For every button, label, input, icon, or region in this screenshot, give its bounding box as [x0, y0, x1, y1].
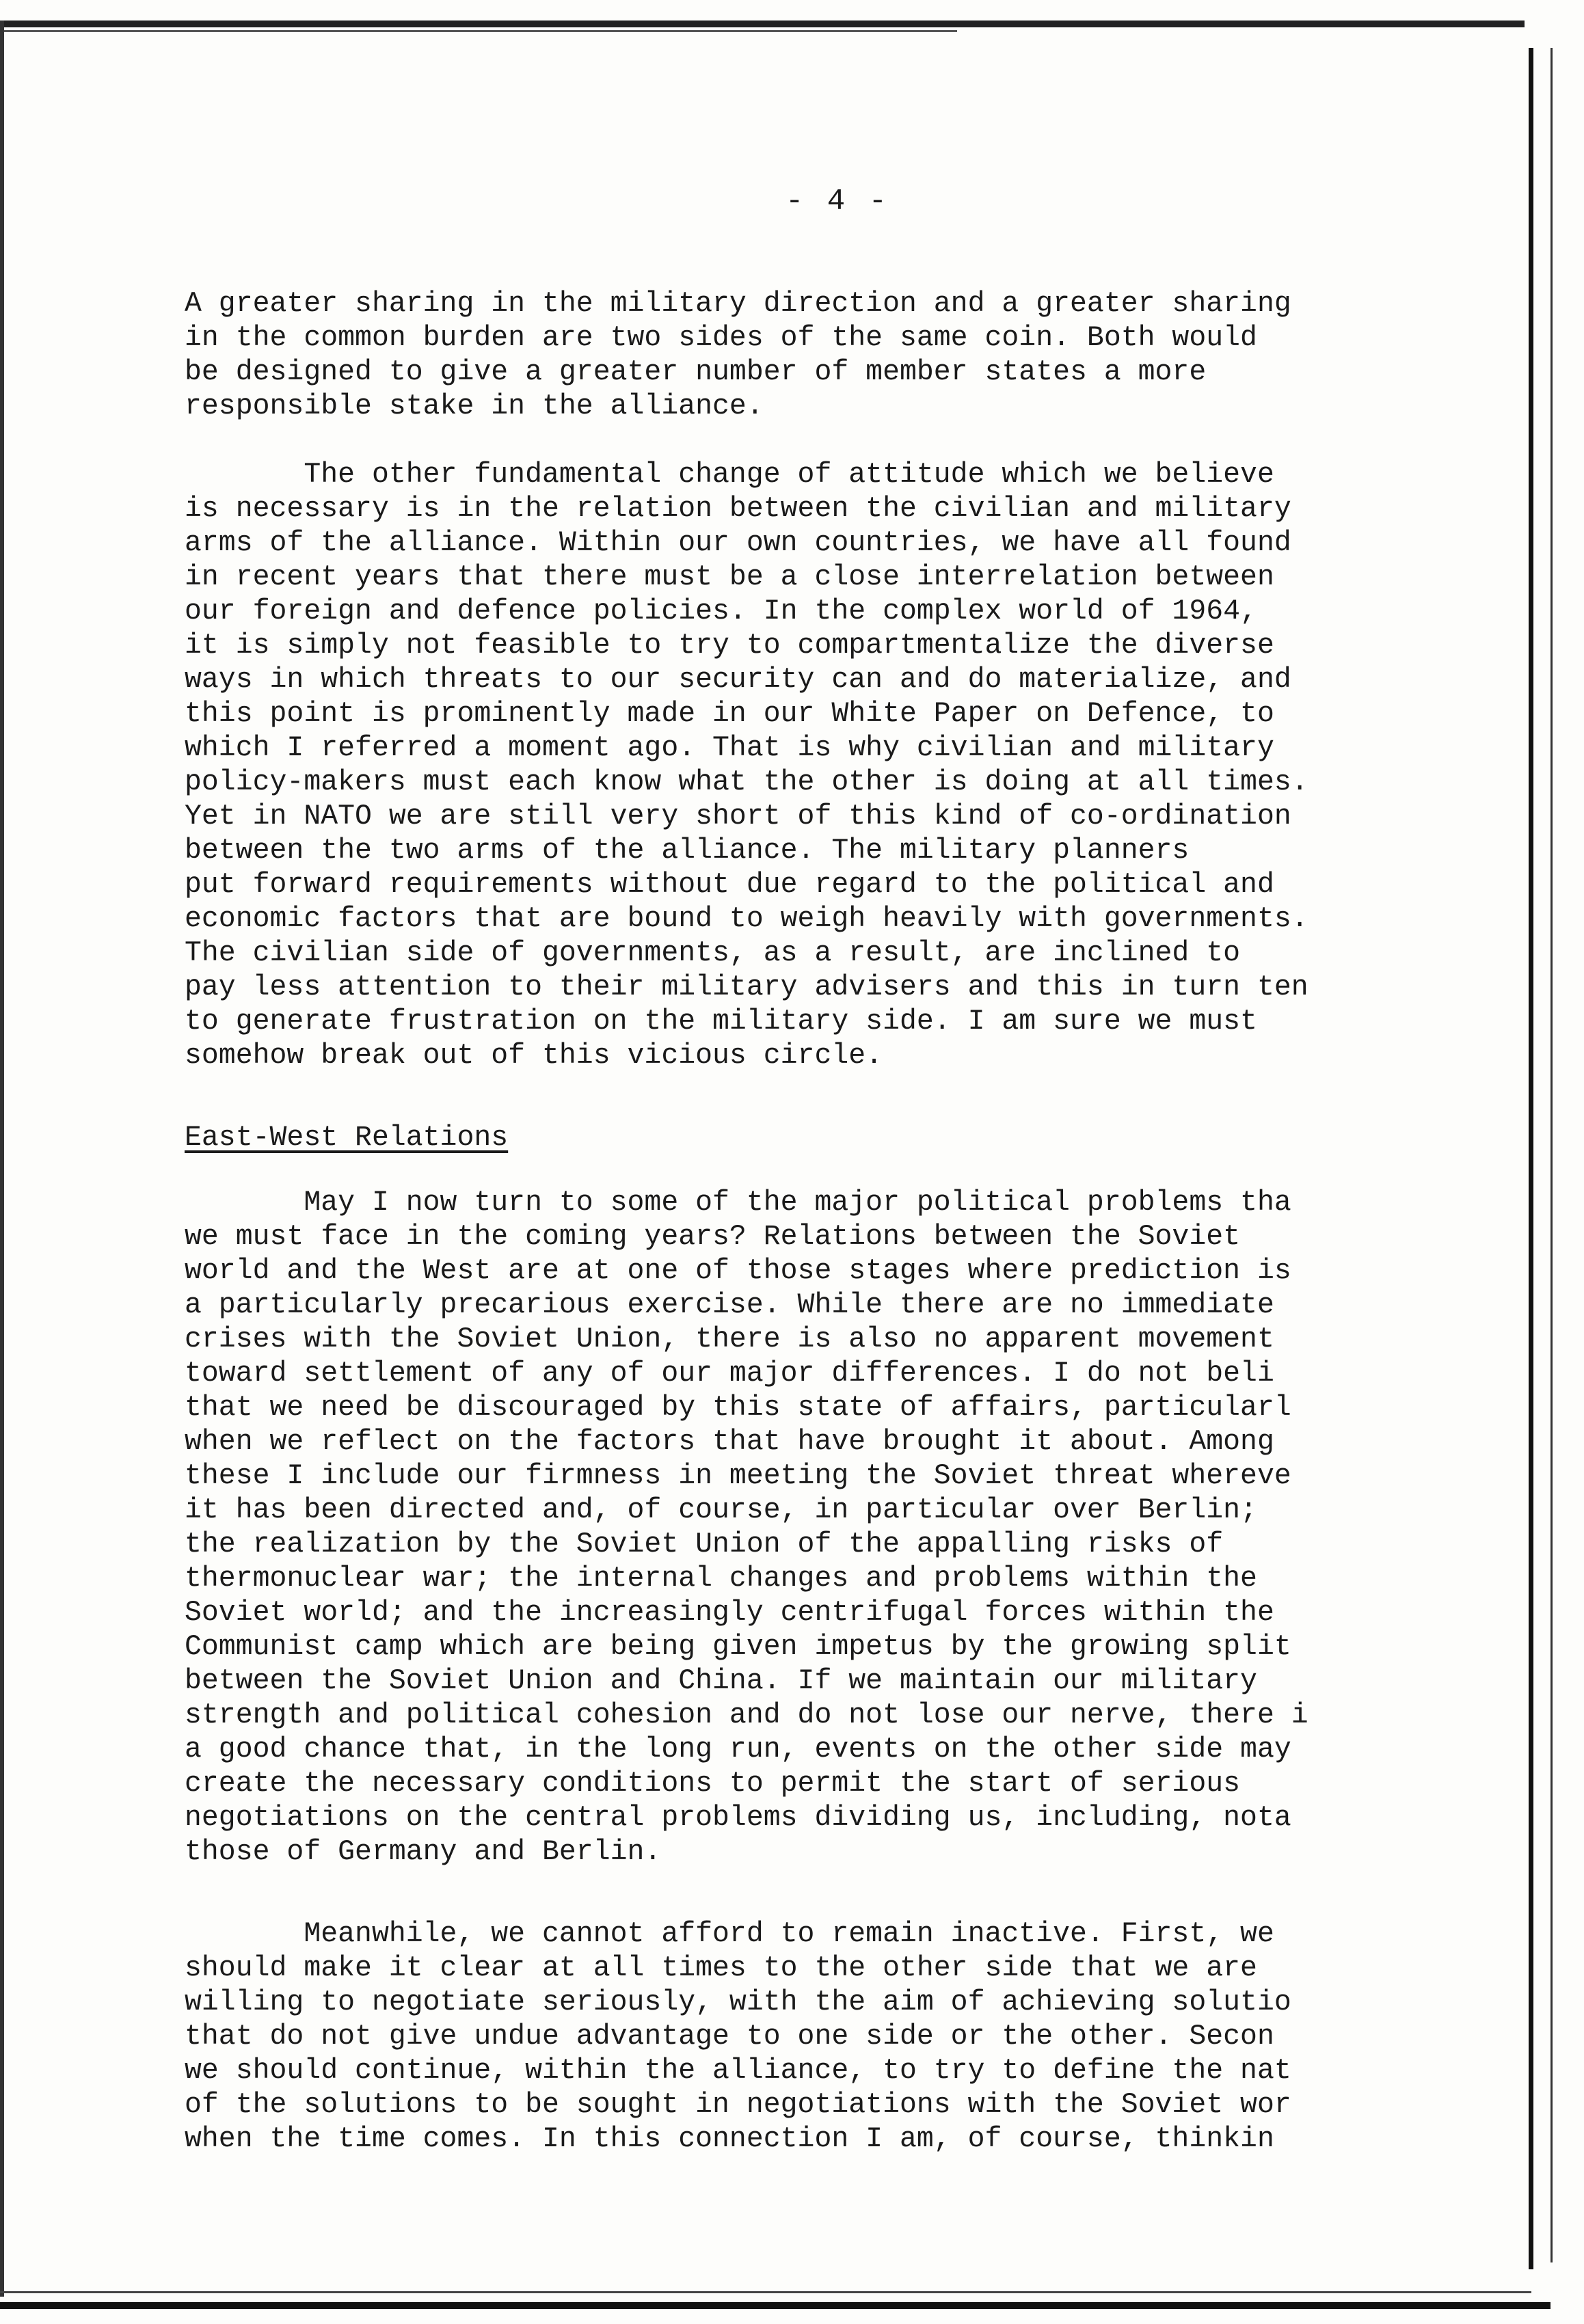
- text-line: thermonuclear war; the internal changes and problems within the: [185, 1563, 1257, 1595]
- text-line: arms of the alliance. Within our own countries, we have all found: [185, 527, 1291, 559]
- text-line: ways in which threats to our security can and do materialize, and: [185, 664, 1291, 696]
- scan-border-left: [0, 21, 4, 2297]
- text-line: to generate frustration on the military side. I am sure we must: [185, 1005, 1257, 1038]
- text-line: pay less attention to their military advisers and this in turn ten: [185, 971, 1308, 1003]
- scan-border-top-thin: [0, 30, 957, 32]
- text-line: we must face in the coming years? Relations between the Soviet: [185, 1221, 1241, 1253]
- text-line: May I now turn to some of the major political problems tha: [185, 1187, 1291, 1219]
- text-line: this point is prominently made in our White Paper on Defence, to: [185, 698, 1274, 730]
- text-line: The civilian side of governments, as a result, are inclined to: [185, 937, 1241, 969]
- section-heading: East-West Relations: [185, 1122, 509, 1154]
- text-line: a good chance that, in the long run, events on the other side may: [185, 1733, 1291, 1766]
- paragraph-4: [185, 1917, 1531, 2157]
- text-line: create the necessary conditions to permit the start of serious: [185, 1768, 1241, 1800]
- text-line: the realization by the Soviet Union of the appalling risks of: [185, 1528, 1224, 1560]
- text-line: that we need be discouraged by this state of affairs, particularl: [185, 1392, 1291, 1424]
- text-line: strength and political cohesion and do not lose our nerve, there i: [185, 1699, 1308, 1731]
- text-line: The other fundamental change of attitude which we believe: [185, 459, 1274, 491]
- text-line: world and the West are at one of those stages where prediction is: [185, 1255, 1291, 1287]
- text-line: somehow break out of this vicious circle.: [185, 1040, 883, 1072]
- page-number: - 4 -: [785, 185, 890, 219]
- text-line: willing to negotiate seriously, with the aim of achieving solutio: [185, 1986, 1291, 2018]
- text-line: between the two arms of the alliance. The military planners: [185, 835, 1190, 867]
- paragraph-3: [185, 1186, 1531, 1869]
- text-line: we should continue, within the alliance, to try to define the nat: [185, 2055, 1291, 2087]
- text-line: a particularly precarious exercise. While there are no immediate: [185, 1289, 1274, 1321]
- text-line: it is simply not feasible to try to compartmentalize the diverse: [185, 630, 1274, 662]
- text-line: crises with the Soviet Union, there is also no apparent movement: [185, 1323, 1274, 1355]
- text-line: it has been directed and, of course, in particular over Berlin;: [185, 1494, 1257, 1526]
- scan-border-top: [0, 21, 1525, 27]
- scan-border-bottom: [0, 2302, 1551, 2309]
- paragraph-1: [185, 287, 1531, 424]
- text-line: put forward requirements without due regard to the political and: [185, 869, 1274, 901]
- text-line: economic factors that are bound to weigh heavily with governments.: [185, 903, 1308, 935]
- text-line: between the Soviet Union and China. If we maintain our military: [185, 1665, 1257, 1697]
- text-line: in recent years that there must be a close interrelation between: [185, 561, 1274, 593]
- text-line: in the common burden are two sides of the same coin. Both would: [185, 322, 1257, 354]
- text-line: our foreign and defence policies. In the complex world of 1964,: [185, 595, 1257, 627]
- text-line: Meanwhile, we cannot afford to remain inactive. First, we: [185, 1918, 1274, 1950]
- text-line: when the time comes. In this connection I am, of course, thinkin: [185, 2123, 1274, 2155]
- text-line: responsible stake in the alliance.: [185, 390, 764, 422]
- text-line: that do not give undue advantage to one side or the other. Secon: [185, 2021, 1274, 2053]
- text-line: when we reflect on the factors that have brought it about. Among: [185, 1426, 1274, 1458]
- text-line: which I referred a moment ago. That is why civilian and military: [185, 732, 1274, 764]
- text-line: policy-makers must each know what the other is doing at all times.: [185, 766, 1308, 798]
- text-line: of the solutions to be sought in negotiations with the Soviet wor: [185, 2089, 1291, 2121]
- text-line: A greater sharing in the military direction and a greater sharing: [185, 288, 1291, 320]
- text-line: is necessary is in the relation between the civilian and military: [185, 493, 1291, 525]
- text-line: these I include our firmness in meeting the Soviet threat whereve: [185, 1460, 1291, 1492]
- text-line: those of Germany and Berlin.: [185, 1836, 662, 1868]
- text-line: Soviet world; and the increasingly centrifugal forces within the: [185, 1597, 1274, 1629]
- scan-border-right-outer: [1551, 48, 1553, 2262]
- text-line: toward settlement of any of our major differences. I do not beli: [185, 1357, 1274, 1390]
- scan-border-bottom-thin: [0, 2291, 1531, 2293]
- text-line: negotiations on the central problems dividing us, including, nota: [185, 1802, 1291, 1834]
- text-line: be designed to give a greater number of member states a more: [185, 356, 1207, 388]
- text-line: Communist camp which are being given impetus by the growing split: [185, 1631, 1291, 1663]
- text-line: Yet in NATO we are still very short of this kind of co-ordination: [185, 800, 1291, 833]
- paragraph-2: [185, 458, 1531, 1073]
- text-line: should make it clear at all times to the other side that we are: [185, 1952, 1257, 1984]
